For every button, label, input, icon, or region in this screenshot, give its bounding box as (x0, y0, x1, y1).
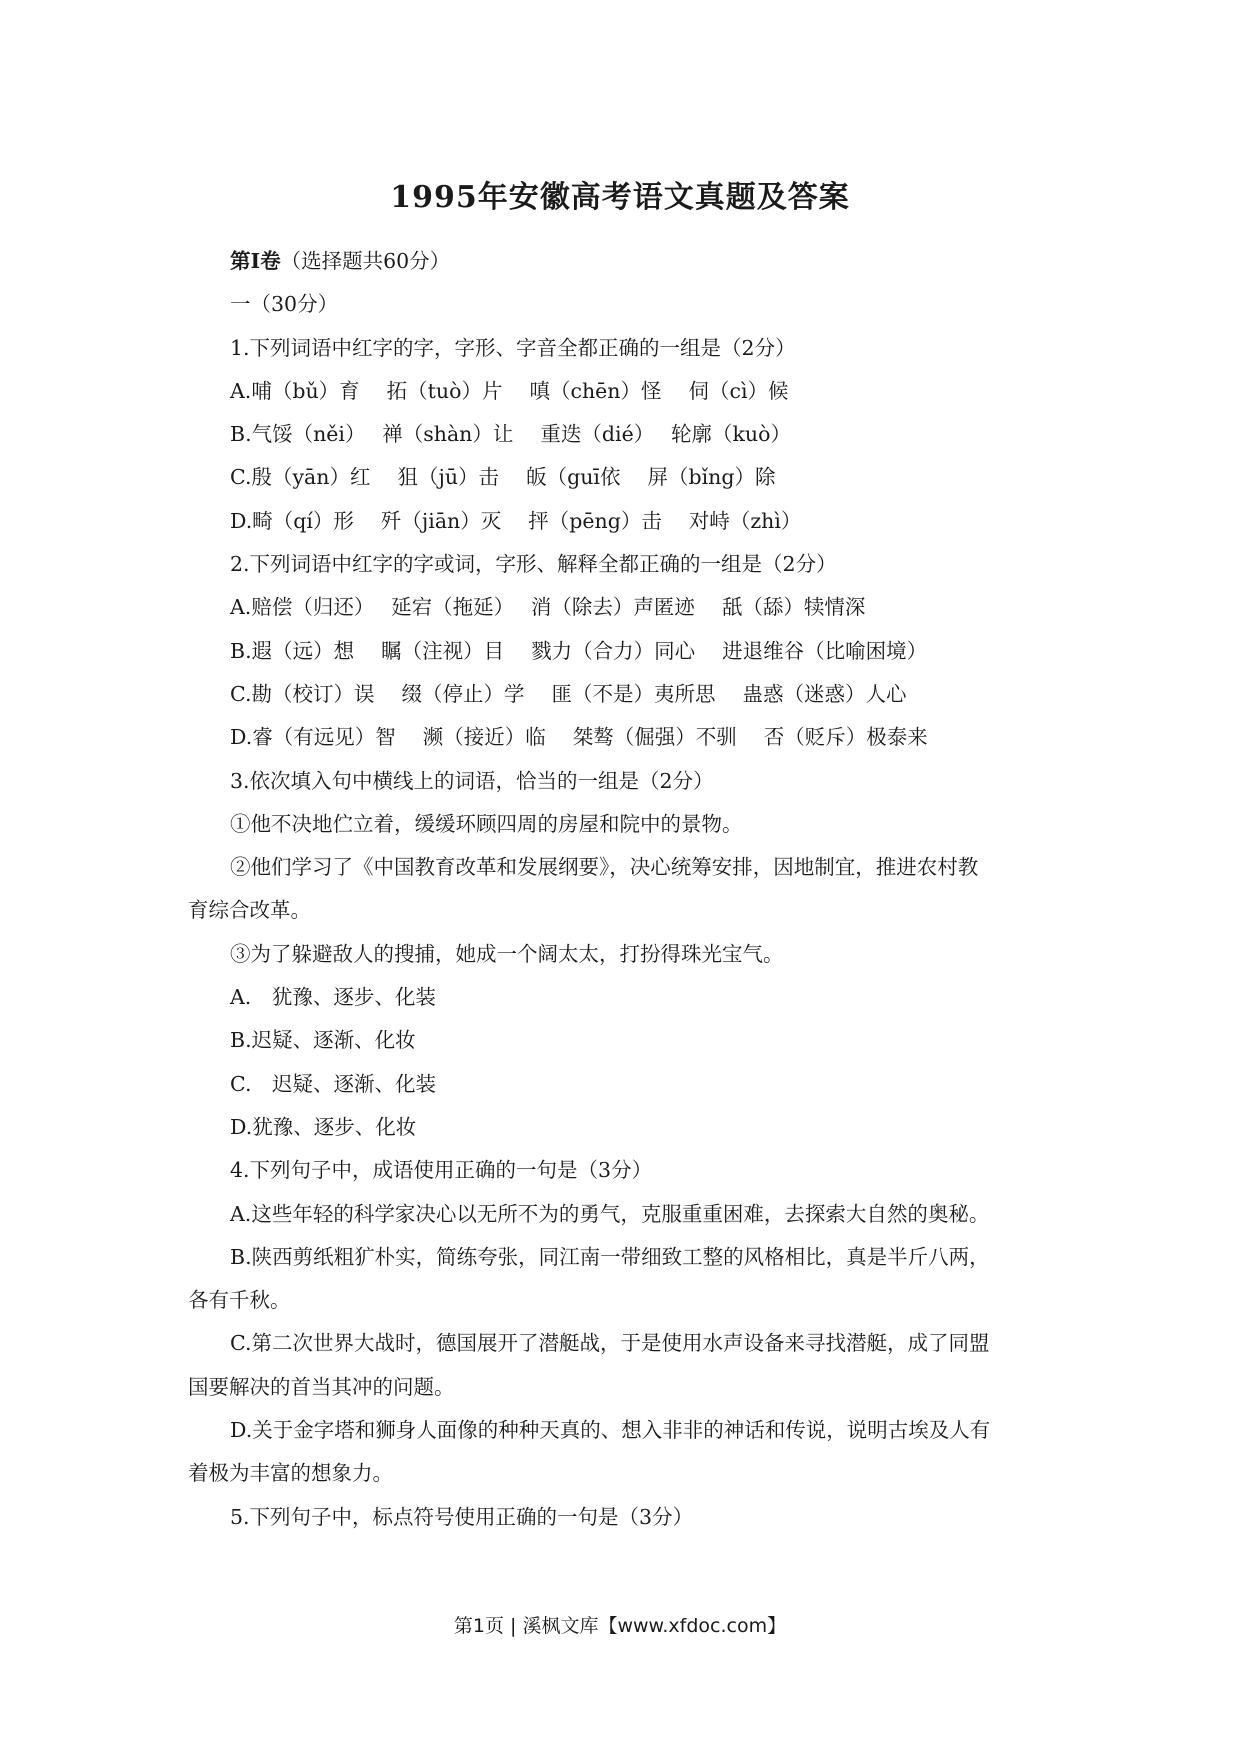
question-3-option-c: C. 迟疑、逐渐、化装 (230, 1071, 436, 1096)
question-3-option-a: A. 犹豫、逐步、化装 (230, 985, 436, 1010)
part-heading: 一（30分） (230, 292, 339, 317)
question-4-option-d-continued: 着极为丰富的想象力。 (188, 1461, 393, 1486)
question-3-sentence-2-continued: 育综合改革。 (188, 898, 311, 923)
question-2-option-a: A.赔偿（归还） 延宕（拖延） 消（除去）声匿迹 舐（舔）犊情深 (230, 595, 866, 620)
question-3-sentence-1: ①他不决地伫立着，缓缓环顾四周的房屋和院中的景物。 (230, 811, 743, 836)
question-1-option-c: C.殷（yān）红 狙（jū）击 皈（guī依 屏（bǐng）除 (230, 465, 776, 490)
section-label: 第Ⅰ卷 (230, 249, 281, 273)
section-heading (188, 240, 1052, 283)
question-4-option-a: A.这些年轻的科学家决心以无所不为的勇气，克服重重困难，去探索大自然的奥秘。 (230, 1201, 990, 1226)
page-footer: 第1页 | 溪枫文库【www.xfdoc.com】 (453, 1615, 787, 1637)
question-4-option-b: B.陕西剪纸粗犷朴实，简练夸张，同江南一带细致工整的风格相比，真是半斤八两， (230, 1244, 990, 1269)
question-4-option-c-continued: 国要解决的首当其冲的问题。 (188, 1374, 455, 1399)
question-4: 4.下列句子中，成语使用正确的一句是（3分） (230, 1158, 653, 1183)
question-4-option-b-continued: 各有千秋。 (188, 1288, 291, 1313)
question-2: 2.下列词语中红字的字或词，字形、解释全都正确的一组是（2分） (230, 552, 837, 577)
question-2-option-c: C.勘（校订）误 缀（停止）学 匪（不是）夷所思 蛊惑（迷惑）人心 (230, 681, 907, 706)
question-1-option-a: A.哺（bǔ）育 拓（tuò）片 嗔（chēn）怪 伺（cì）候 (230, 378, 789, 403)
page-title: 1995年安徽高考语文真题及答案 (390, 180, 850, 215)
question-3-option-d: D.犹豫、逐步、化妆 (230, 1114, 417, 1139)
question-4-option-c: C.第二次世界大战时，德国展开了潜艇战，于是使用水声设备来寻找潜艇，成了同盟 (230, 1331, 990, 1356)
document-body (188, 240, 1052, 1539)
question-1-option-b: B.气馁（něi） 禅（shàn）让 重迭（dié） 轮廓（kuò） (230, 422, 791, 447)
question-3-sentence-2: ②他们学习了《中国教育改革和发展纲要》，决心统筹安排，因地制宜，推进农村教 (230, 855, 979, 880)
question-3: 3.依次填入句中横线上的词语，恰当的一组是（2分） (230, 768, 714, 793)
question-1: 1.下列词语中红字的字，字形、字音全都正确的一组是（2分） (230, 335, 796, 360)
question-1-option-d: D.畸（qí）形 歼（jiān）灭 抨（pēng）击 对峙（zhì） (230, 508, 802, 533)
question-2-option-d: D.睿（有远见）智 濒（接近）临 桀骜（倔强）不驯 否（贬斥）极泰来 (230, 725, 928, 750)
question-4-option-d: D.关于金字塔和狮身人面像的种种天真的、想入非非的神话和传说，说明古埃及人有 (230, 1418, 991, 1443)
question-5: 5.下列句子中，标点符号使用正确的一句是（3分） (230, 1504, 694, 1529)
question-3-option-b: B.迟疑、逐渐、化妆 (230, 1028, 416, 1053)
question-3-sentence-3: ③为了躲避敌人的搜捕，她成一个阔太太，打扮得珠光宝气。 (230, 941, 784, 966)
section-note: （选择题共60分） (280, 249, 451, 273)
question-2-option-b: B.遐（远）想 瞩（注视）目 戮力（合力）同心 进退维谷（比喻困境） (230, 638, 928, 663)
